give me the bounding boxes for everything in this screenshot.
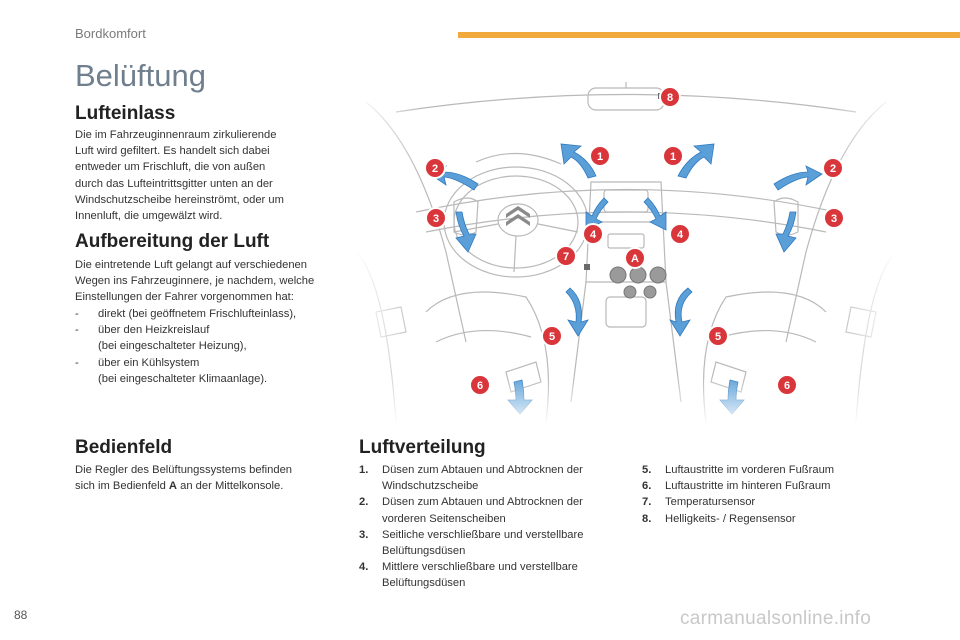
luftverteilung-list-left <box>359 462 629 592</box>
list-item-text <box>98 322 247 354</box>
badge-6-left <box>470 375 490 395</box>
aufbereitung-line: Wegen ins Fahrzeuginnere, je nachdem, welche <box>75 275 315 288</box>
svg-text:A: A <box>631 253 639 265</box>
item-number: 8. <box>642 512 652 525</box>
svg-text:2: 2 <box>431 163 439 175</box>
bedienfeld-text <box>75 462 355 494</box>
svg-text:3: 3 <box>432 213 440 225</box>
item-line: Temperatursensor <box>665 496 756 509</box>
list-item-line: (bei eingeschalteter Heizung), <box>98 340 247 353</box>
svg-text:3: 3 <box>830 213 838 225</box>
watermark: carmanualsonline.info <box>680 608 872 629</box>
list-dash: - <box>75 308 79 320</box>
lufteinlass-line: entweder um Frischluft, die von außen <box>75 161 266 174</box>
list-item <box>642 478 882 494</box>
badge-4-right <box>670 224 690 244</box>
bedienfeld-text-part: an der Mittelkonsole. <box>177 480 284 493</box>
aufbereitung-line: Einstellungen der Fahrer vorgenommen hat: <box>75 291 294 304</box>
list-item <box>359 527 629 559</box>
list-item <box>75 355 355 387</box>
item-line: Helligkeits- / Regensensor <box>665 512 796 525</box>
bedienfeld-heading: Bedienfeld <box>75 437 173 458</box>
svg-text:6: 6 <box>783 380 791 392</box>
list-item <box>75 322 355 354</box>
svg-text:5: 5 <box>548 331 556 343</box>
item-number: 3. <box>359 528 369 541</box>
item-number: 1. <box>359 464 369 476</box>
badge-1-left <box>590 146 610 166</box>
badge-8 <box>660 87 680 107</box>
lufteinlass-text <box>75 127 345 224</box>
aufbereitung-heading: Aufbereitung der Luft <box>75 231 270 252</box>
item-number: 5. <box>642 464 652 476</box>
list-item <box>359 494 629 526</box>
list-item <box>75 306 355 322</box>
badge-1-right <box>663 146 683 166</box>
badge-a <box>625 248 645 268</box>
svg-text:4: 4 <box>589 229 597 241</box>
list-item-line: direkt (bei geöffnetem Frischlufteinlass), <box>98 308 297 320</box>
badge-6-right <box>777 375 797 395</box>
aufbereitung-list <box>75 306 355 387</box>
item-line: Windschutzscheibe <box>382 480 479 493</box>
list-item-line: über den Heizkreislauf <box>98 324 210 337</box>
item-text <box>382 559 578 591</box>
list-item-line: (bei eingeschalteter Klimaanlage). <box>98 372 268 385</box>
svg-text:8: 8 <box>666 92 674 104</box>
svg-text:4: 4 <box>676 229 684 241</box>
svg-text:1: 1 <box>596 151 604 163</box>
item-line: Düsen zum Abtauen und Abtrocknen der <box>382 464 583 476</box>
badge-5-right <box>708 326 728 346</box>
svg-text:1: 1 <box>669 151 677 163</box>
badge-4-left <box>583 224 603 244</box>
list-item-text <box>98 306 296 322</box>
bedienfeld-line <box>75 478 355 494</box>
page-number: 88 <box>14 608 28 622</box>
item-line: Belüftungsdüsen <box>382 577 466 590</box>
section-header: Bordkomfort <box>75 26 146 41</box>
item-text <box>382 462 583 494</box>
badge-3-right <box>824 208 844 228</box>
item-line: Belüftungsdüsen <box>382 545 466 558</box>
item-line: Luftaustritte im vorderen Fußraum <box>665 464 835 476</box>
list-item <box>642 462 882 478</box>
luftverteilung-list-right <box>642 462 882 527</box>
list-item-line: über ein Kühlsystem <box>98 356 200 369</box>
header-accent-bar <box>458 32 960 38</box>
item-number: 4. <box>359 561 369 574</box>
item-number: 2. <box>359 496 369 509</box>
lufteinlass-heading: Lufteinlass <box>75 103 176 124</box>
item-number: 7. <box>642 496 652 509</box>
list-item <box>359 462 629 494</box>
list-dash: - <box>75 324 79 337</box>
ventilation-diagram <box>356 82 896 427</box>
badge-2-left <box>425 158 445 178</box>
list-item <box>642 494 882 510</box>
item-line: Düsen zum Abtauen und Abtrocknen der <box>382 496 583 509</box>
aufbereitung-intro <box>75 257 355 306</box>
aufbereitung-line: Die eintretende Luft gelangt auf verschiedenen <box>75 259 307 271</box>
svg-text:2: 2 <box>829 163 837 175</box>
list-dash: - <box>75 356 79 369</box>
lufteinlass-line: durch das Lufteintrittsgitter unten an der <box>75 177 273 190</box>
lufteinlass-line: Windschutzscheibe hereinströmt, oder um <box>75 193 284 206</box>
svg-text:6: 6 <box>476 380 484 392</box>
badge-2-right <box>823 158 843 178</box>
page-title: Belüftung <box>75 58 206 93</box>
list-item <box>359 559 629 591</box>
lufteinlass-line: Innenluft, die umgewälzt wird. <box>75 210 223 223</box>
item-line: Seitliche verschließbare und verstellbare <box>382 528 584 541</box>
svg-text:5: 5 <box>714 331 722 343</box>
lufteinlass-line: Luft wird gefiltert. Es handelt sich dabei <box>75 145 270 158</box>
bedienfeld-line: Die Regler des Belüftungssystems befinden <box>75 464 293 476</box>
badge-3-left <box>426 208 446 228</box>
luftverteilung-heading: Luftverteilung <box>359 437 486 458</box>
badge-5-left <box>542 326 562 346</box>
item-line: Mittlere verschließbare und verstellbare <box>382 561 578 574</box>
lufteinlass-line: Die im Fahrzeuginnenraum zirkulierende <box>75 129 277 141</box>
svg-text:7: 7 <box>562 251 570 263</box>
item-number: 6. <box>642 480 652 493</box>
item-line: vorderen Seitenscheiben <box>382 512 506 525</box>
list-item-text <box>98 355 267 387</box>
item-text <box>382 527 583 559</box>
item-text <box>382 494 583 526</box>
bedienfeld-text-part: sich im Bedienfeld <box>75 480 169 493</box>
bedienfeld-ref-a: A <box>168 480 177 493</box>
badge-7 <box>556 246 576 266</box>
list-item <box>642 511 882 527</box>
item-line: Luftaustritte im hinteren Fußraum <box>665 480 831 493</box>
